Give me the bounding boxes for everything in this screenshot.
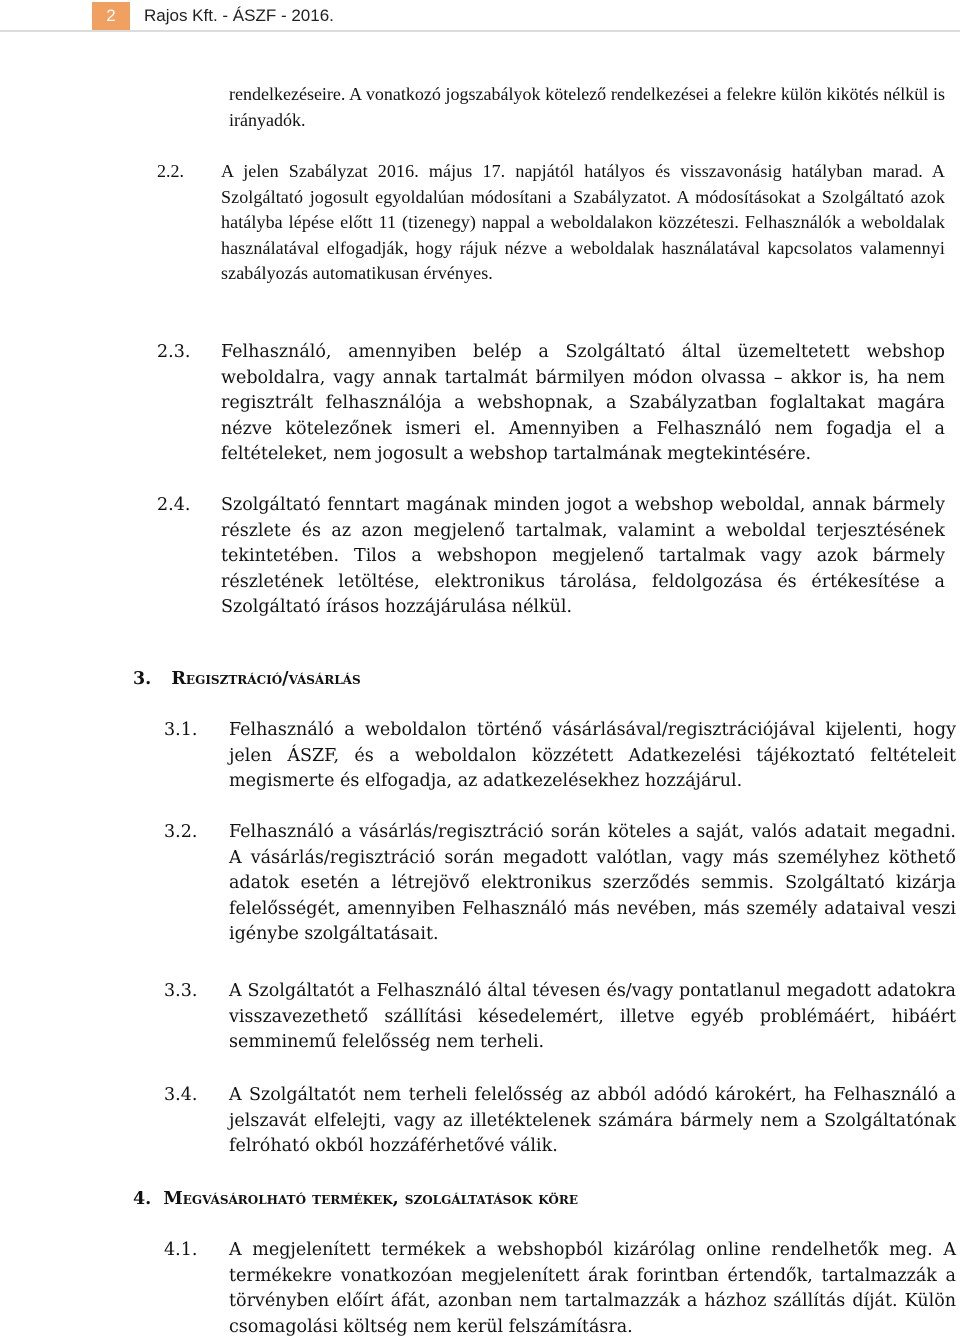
clause-number-2-2: 2.2. [157, 161, 184, 181]
section-4-number: 4. [133, 1189, 152, 1209]
clause-number-3-3: 3.3. [164, 981, 198, 1001]
clause-number-3-4: 3.4. [164, 1085, 198, 1105]
clause-number-3-2: 3.2. [164, 822, 198, 842]
section-4-heading [133, 1187, 578, 1213]
clause-number-2-3: 2.3. [157, 342, 191, 362]
clause-4-1-text: A megjelenített termékek a webshopból kizárólag online rendelhetők meg. A termékekre vonatkozóan megjelenített árak forintban értendők, tartalmazzák a törvényben előírt áfát, azonban nem tartalmazzák a házhoz szállítás díját. Külön csomagolási költség nem kerül felszámításra. [229, 1240, 956, 1337]
section-3-heading [133, 667, 361, 693]
clause-2-3-text: Felhasználó, amennyiben belép a Szolgáltató által üzemeltetett webshop weboldalra, vagy annak tartalmát bármilyen módon olvassa – akkor is, ha nem regisztrált felhasználója a webshopnak, a Szabályzatban foglaltakat magára nézve kötelezőnek ismeri el. Amennyiben a Felhasználó nem fogadja el a feltételeket, nem jogosult a webshop tartalmának megtekintésére. [221, 342, 945, 465]
section-3-number: 3. [133, 669, 152, 689]
clause-2-4-text: Szolgáltató fenntart magának minden jogot a webshop weboldal, annak bármely részlete és az azon megjelenő tartalmak, valamint a weboldal terjesztésének tekintetében. Tilos a webshopon megjelenő tartalmak vagy azok bármely részletének letöltése, elektronikus tárolása, feldolgozása és értékesítése a Szolgáltató írásos hozzájárulása nélkül. [221, 495, 945, 618]
clause-2-2-text: A jelen Szabályzat 2016. május 17. napjától hatályos és visszavonásig hatályban marad. A Szolgáltató jogosult egyoldalúan módosítani a Szabályzatot. A módosításokat a Szolgáltató azok hatályba lépése előtt 11 (tizenegy) nappal a weboldalakon közzéteszi. Felhasználók a weboldalak használatával elfogadják, hogy rájuk nézve a weboldalak használatával kapcsolatos valamennyi szabályozás automatikusan érvényes. [221, 161, 945, 284]
section-4-title: Megvásárolható termékek, szolgáltatások köre [163, 1189, 578, 1209]
page-number: 2 [92, 2, 130, 30]
clause-number-2-4: 2.4. [157, 495, 191, 515]
page-header [0, 0, 960, 34]
clause-3-4-text: A Szolgáltatót nem terheli felelősség az abból adódó károkért, ha Felhasználó a jelszavát elfelejti, vagy az illetéktelenek számára bármely nem a Szolgáltatónak felróható okból hozzáférhetővé válik. [229, 1085, 956, 1157]
header-divider [0, 30, 960, 32]
clause-number-3-1: 3.1. [164, 720, 198, 740]
continuation-paragraph: rendelkezéseire. A vonatkozó jogszabályok kötelező rendelkezései a felekre külön kikötés nélkül is irányadók. [229, 84, 945, 130]
clause-3-2-text: Felhasználó a vásárlás/regisztráció során köteles a saját, valós adatait megadni. A vásárlás/regisztráció során megadott valótlan, vagy más személyhez köthető adatok esetén a létrejövő elektronikus szerződés semmis. Szolgáltató kizárja felelősségét, amennyiben Felhasználó más nevében, más személy adataival veszi igénybe szolgáltatásait. [229, 822, 956, 945]
clause-3-3-text: A Szolgáltatót a Felhasználó által tévesen és/vagy pontatlanul megadott adatokra visszavezethető szállítási késedelemért, illetve egyéb problémáért, hibáért semminemű felelősség nem terheli. [229, 981, 956, 1053]
clause-number-4-1: 4.1. [164, 1240, 198, 1260]
document-title: Rajos Kft. - ÁSZF - 2016. [144, 6, 334, 25]
clause-3-1-text: Felhasználó a weboldalon történő vásárlásával/regisztrációjával kijelenti, hogy jelen ÁSZF, és a weboldalon közzétett Adatkezelési tájékoztató feltételeit megismerte és elfogadja, az adatkezelésekhez hozzájárul. [229, 720, 956, 792]
section-3-title: Regisztráció/vásárlás [171, 669, 361, 689]
